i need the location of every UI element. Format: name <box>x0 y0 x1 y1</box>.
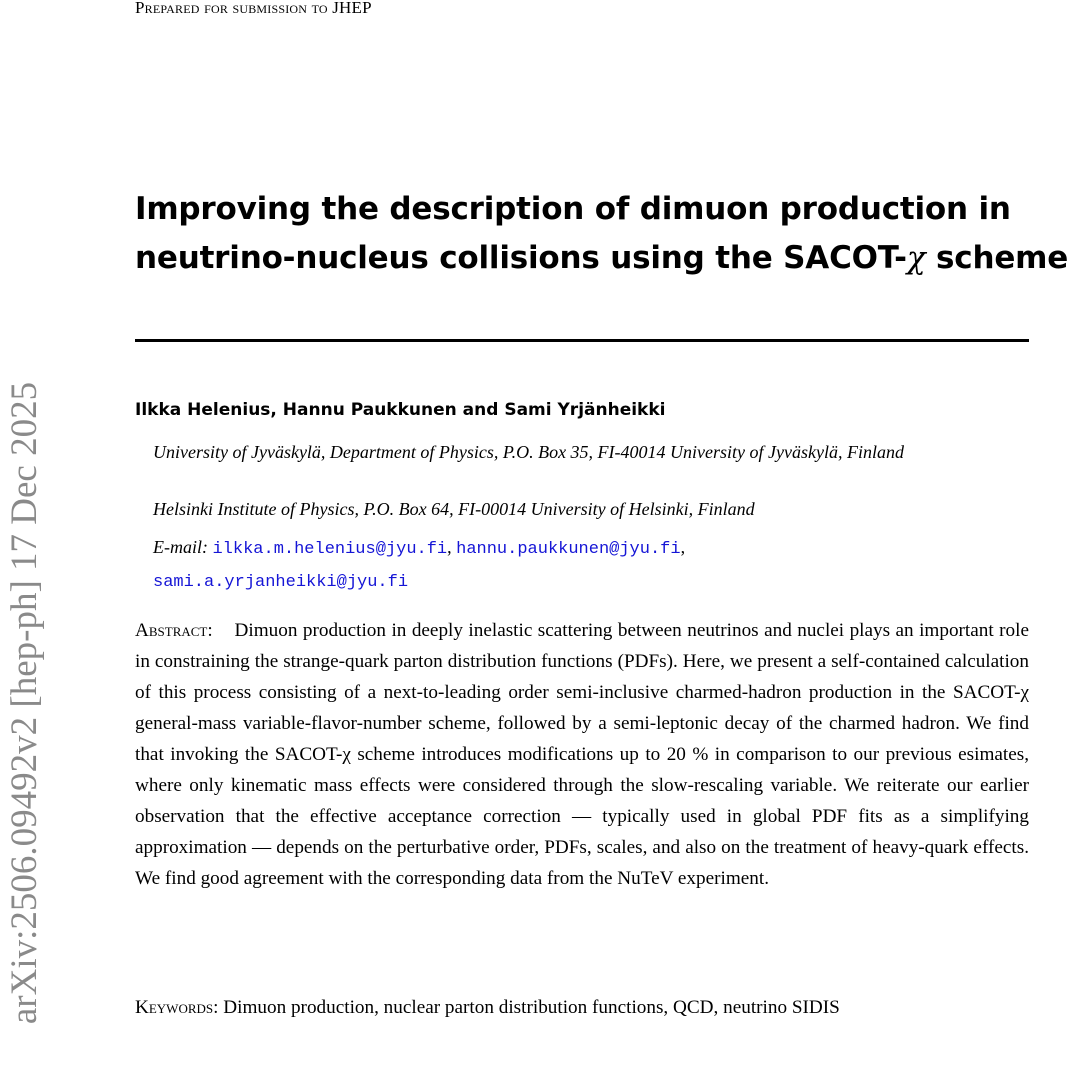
author-list: Ilkka Helenius, Hannu Paukkunen and Sami Yrjänheikki <box>135 400 666 420</box>
title-rule <box>135 339 1029 342</box>
prepared-for-note: Prepared for submission to JHEP <box>135 0 372 17</box>
title-line-1: Improving the description of dimuon production in <box>135 191 1011 227</box>
arxiv-identifier: arXiv:2506.09492v2 [hep-ph] 17 Dec 2025 <box>4 381 45 1025</box>
affiliation-helsinki: Helsinki Institute of Physics, P.O. Box 64, FI-00014 University of Helsinki, Finland <box>153 499 755 519</box>
email-block: E-mail: ilkka.m.helenius@jyu.fi, hannu.paukkunen@jyu.fi, sami.a.yrjanheikki@jyu.fi <box>153 537 686 592</box>
paper-title <box>135 185 1068 283</box>
keywords-text: Dimuon production, nuclear parton distribution functions, QCD, neutrino SIDIS <box>223 997 840 1018</box>
keywords-label: Keywords: <box>135 997 219 1018</box>
email-link-yrjanheikki[interactable]: sami.a.yrjanheikki@jyu.fi <box>153 573 409 592</box>
title-line-2 <box>135 234 1068 283</box>
email-link-helenius[interactable]: ilkka.m.helenius@jyu.fi <box>212 540 448 559</box>
title-chi-symbol: χ <box>906 240 926 276</box>
abstract <box>135 615 1029 894</box>
title-line-2-prefix: neutrino-nucleus collisions using the SACOT- <box>135 240 907 276</box>
affiliation-jyvaskyla: University of Jyväskylä, Department of Physics, P.O. Box 35, FI-40014 University of Jyväskylä, Finland <box>153 442 904 462</box>
keywords <box>135 992 1029 1023</box>
title-line-2-suffix: scheme <box>925 240 1068 276</box>
abstract-label: Abstract: <box>135 620 213 641</box>
email-label: E-mail: <box>153 537 208 557</box>
abstract-text: Dimuon production in deeply inelastic scattering between neutrinos and nuclei plays an important role in constraining the strange-quark parton distribution functions (PDFs). Here, we present a self-contained calculation of this process consisting of a next-to-leading order semi-inclusive charmed-hadron production in the SACOT-χ general-mass variable-flavor-number scheme, followed by a semi-leptonic decay of the charmed hadron. We find that invoking the SACOT-χ scheme introduces modifications up to 20 % in comparison to our previous esimates, where only kinematic mass effects were considered through the slow-rescaling variable. We reiterate our earlier observation that the effective acceptance correction — typically used in global PDF fits as a simplifying approximation — depends on the perturbative order, PDFs, scales, and also on the treatment of heavy-quark effects. We find good agreement with the corresponding data from the NuTeV experiment. <box>135 620 1029 889</box>
email-link-paukkunen[interactable]: hannu.paukkunen@jyu.fi <box>456 540 681 559</box>
